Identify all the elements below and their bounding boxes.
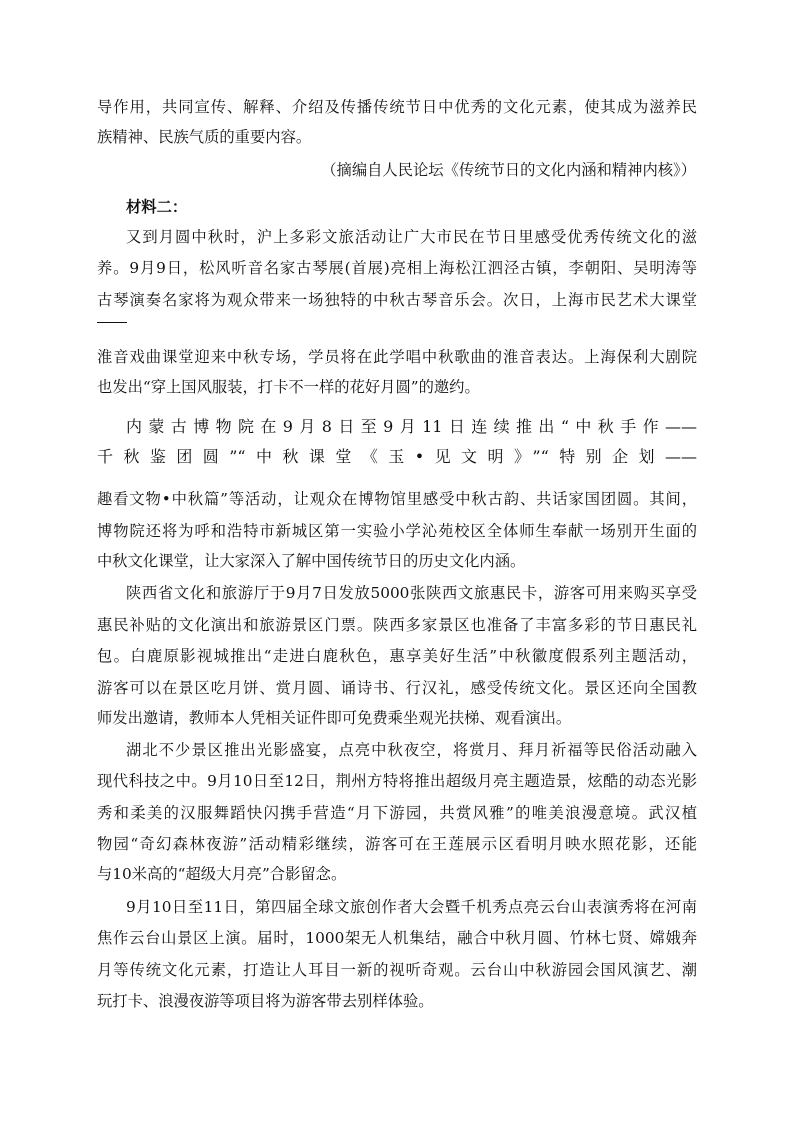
paragraph-line: 博物院还将为呼和浩特市新城区第一实验小学沁苑校区全体师生奉献一场别开生面的 [97,522,697,540]
paragraph-line: 趣看文物•中秋篇”等活动，让观众在博物馆里感受中秋古韵、共话家国团圆。其间， [97,490,697,508]
paragraph-line: 湖北不少景区推出光影盛宴，点亮中秋夜空，将赏月、拜月祈福等民俗活动融入 [126,741,697,759]
section-heading: 材料二： [126,198,188,216]
paragraph-line: 物园“奇幻森林夜游”活动精彩继续，游客可在王莲展示区看明月映水照花影，还能 [97,835,697,853]
paragraph-line: 又到月圆中秋时，沪上多彩文旅活动让广大市民在节日里感受优秀传统文化的滋 [126,228,697,246]
paragraph-line: 焦作云台山景区上演。届时，1000架无人机集结，融合中秋月圆、竹林七贤、嫦娥奔 [97,929,697,947]
paragraph-line: 惠民补贴的文化演出和旅游景区门票。陕西多家景区也准备了丰富多彩的节日惠民礼 [97,616,697,634]
paragraph-line: 养。9月9日，松风听音名家古琴展(首展)亮相上海松江泗泾古镇，李朝阳、吴明涛等 [97,259,697,277]
paragraph-line: 9月10日至11日，第四届全球文旅创作者大会暨千机秀点亮云台山表演秀将在河南 [126,898,697,916]
paragraph-line: 与10米高的“超级大月亮”合影留念。 [97,865,347,883]
paragraph-line: 古琴演奏名家将为观众带来一场独特的中秋古琴音乐会。次日，上海市民艺术大课堂 [97,291,697,309]
paragraph-line: 淮音戏曲课堂迎来中秋专场，学员将在此学唱中秋歌曲的淮音表达。上海保利大剧院 [97,348,697,366]
paragraph-line: 月等传统文化元素，打造让人耳目一新的视听奇观。云台山中秋游园会国风演艺、潮 [97,961,697,979]
paragraph-line: 也发出“穿上国风服装，打卡不一样的花好月圆”的邀约。 [97,378,480,396]
paragraph-line: 陕西省文化和旅游厅于9月7日发放5000张陕西文旅惠民卡，游客可用来购买享受 [126,584,697,602]
paragraph-line: 游客可以在景区吃月饼、赏月圆、诵诗书、行汉礼，感受传统文化。景区还向全国教 [97,679,697,697]
paragraph-line: 现代科技之中。9月10日至12日，荆州方特将推出超级月亮主题造景，炫酷的动态光影 [97,772,697,790]
paragraph-line: 包。白鹿原影视城推出“走进白鹿秋色，惠享美好生活”中秋徽度假系列主题活动， [97,647,697,665]
paragraph-line: 族精神、民族气质的重要内容。 [97,128,312,146]
paragraph-line: 师发出邀请，教师本人凭相关证件即可免费乘坐观光扶梯、观看演出。 [97,709,572,727]
paragraph-line: 千秋鉴团圆”“中秋课堂《玉•见文明》”“特别企划—— [97,447,697,466]
paragraph-line: 导作用，共同宣传、解释、介绍及传播传统节日中优秀的文化元素，使其成为滋养民 [97,98,697,116]
paragraph-line: 玩打卡、浪漫夜游等项目将为游客带去别样体验。 [97,992,434,1010]
source-citation: （摘编自人民论坛《传统节日的文化内涵和精神内核》） [321,161,696,179]
paragraph-line: 秀和柔美的汉服舞蹈快闪携手营造“月下游园，共赏风雅”的唯美浪漫意境。武汉植 [97,804,697,822]
paragraph-line: 中秋文化课堂，让大家深入了解中国传统节日的历史文化内涵。 [97,552,526,570]
em-dash-line [97,322,127,323]
paragraph-line: 内蒙古博物院在9月8日至9月11日连续推出“中秋手作—— [126,417,697,436]
